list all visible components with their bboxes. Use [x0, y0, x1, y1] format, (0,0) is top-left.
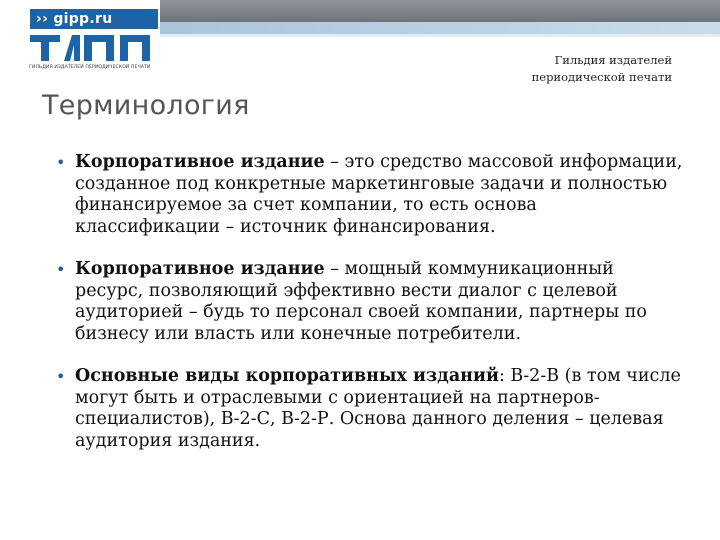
guild-line-1: Гильдия издателей [554, 53, 672, 67]
bullet-dot-icon: • [56, 153, 66, 172]
bullet-term: Корпоративное издание [75, 259, 325, 279]
guild-line-2: периодической печати [531, 70, 672, 84]
bullet-dot-icon: • [56, 367, 66, 386]
bullet-list [56, 152, 686, 473]
bullet-item [56, 152, 686, 238]
logo-caption: ГИЛЬДИЯ ИЗДАТЕЛЕЙ ПЕРИОДИЧЕСКОЙ ПЕЧАТИ [29, 65, 151, 70]
bullet-term: Корпоративное издание [75, 152, 325, 172]
bullet-text: – это средство массовой информации, созданное под конкретные маркетинговые задачи и полностью финансируемое за счет компании, то есть основа классификации – источник финансирования. [75, 152, 683, 237]
bullet-dot-icon: • [56, 260, 66, 279]
bullet-text: – мощный коммуникационный ресурс, позволяющий эффективно вести диалог с целевой аудиторией – будь то персонал своей компании, партнеры по бизнесу или власть или конечные потребители. [75, 259, 647, 344]
bullet-term: Основные виды корпоративных изданий [75, 366, 499, 386]
slide-title: Терминология [42, 90, 250, 121]
bullet-item [56, 259, 686, 345]
header-bar [160, 0, 720, 22]
guild-name [532, 52, 672, 86]
bullet-text: : В-2-В (в том числе могут быть и отраслевыми с ориентацией на партнеров-специалистов), В-2-С, В-2-Р. Основа данного деления – целевая аудитория издания. [75, 366, 681, 451]
logo-url: ›› gipp.ru [30, 9, 158, 29]
gipp-logo [28, 9, 158, 75]
header-stripe [160, 22, 720, 34]
bullet-item [56, 366, 686, 452]
gipp-logo-mark-icon [28, 33, 158, 63]
header-divider [160, 34, 720, 37]
